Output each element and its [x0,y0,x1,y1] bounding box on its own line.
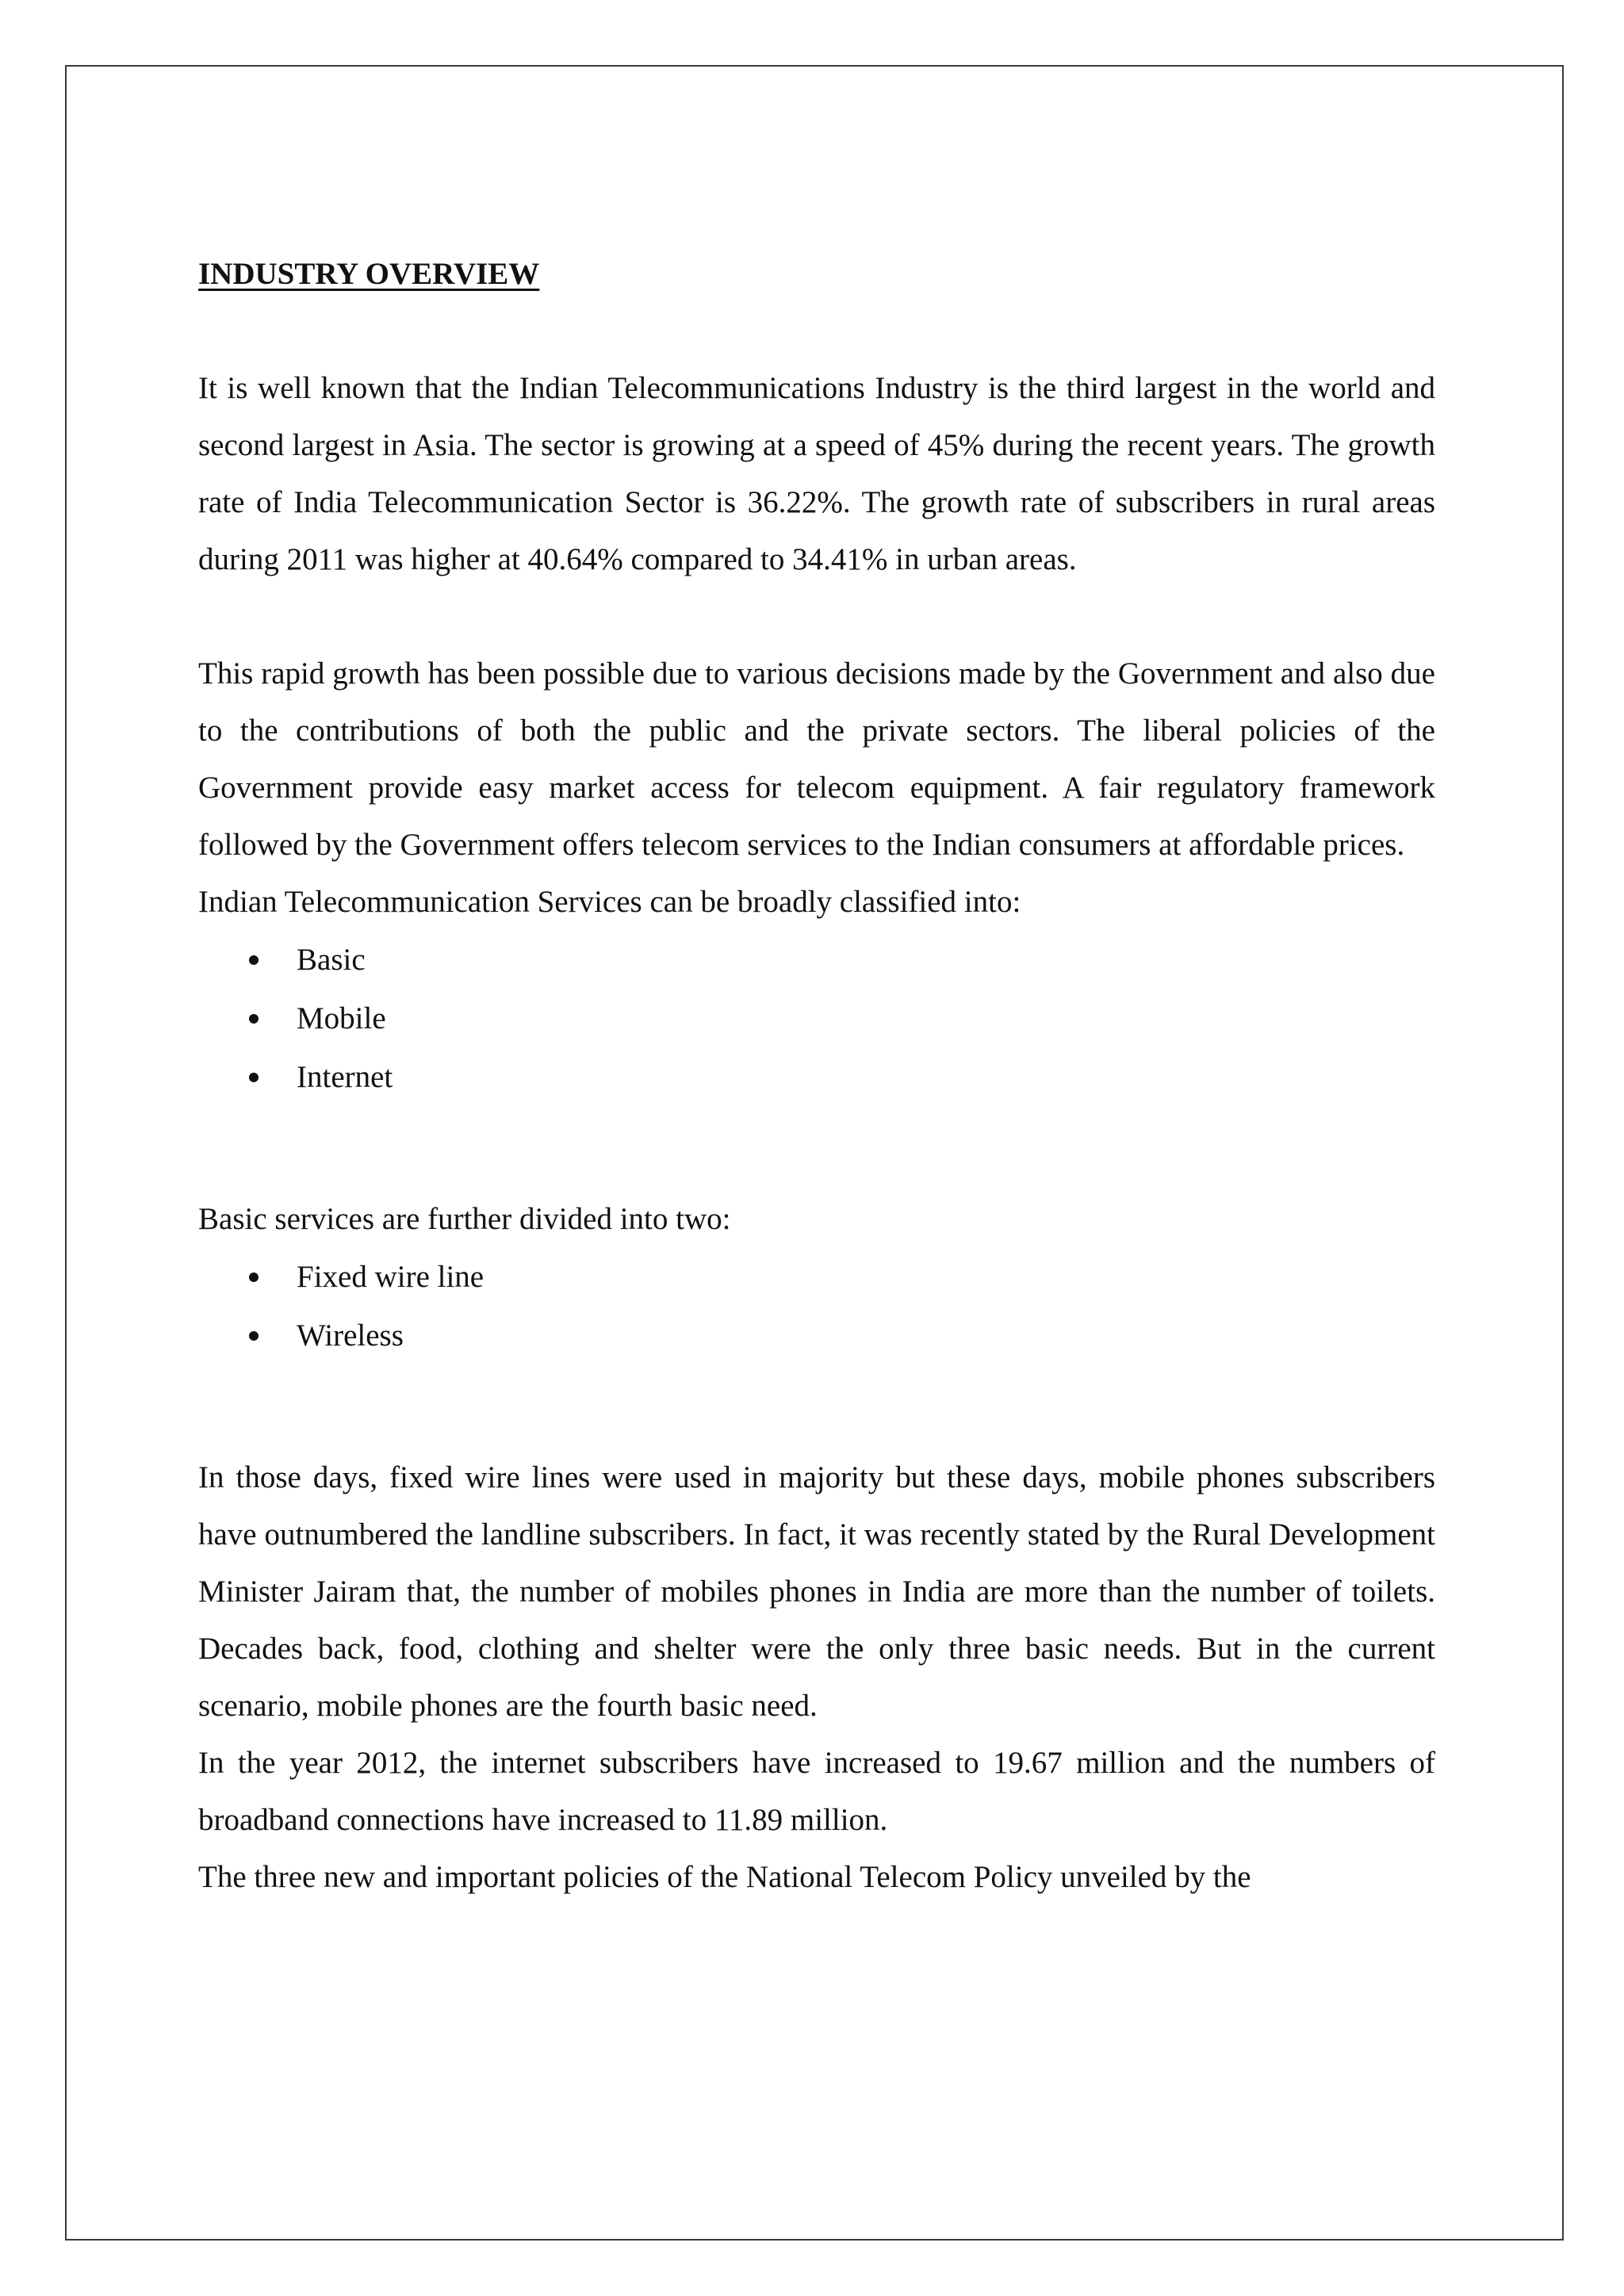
bullet-icon [249,1014,259,1024]
classification-intro: Indian Telecommunication Services can be broadly classified into: [198,885,1021,919]
paragraph-national-telecom-policy: The three new and important policies of the National Telecom Policy unveiled by the [198,1860,1251,1894]
list-item [198,931,1435,989]
paragraph-internet-subscribers: In the year 2012, the internet subscribers have increased to 19.67 million and the numbers of broadband connections have increased to 11.89 million. [198,1746,1435,1837]
document-body [198,246,1435,1906]
paragraph-telecom-growth: It is well known that the Indian Telecommunications Industry is the third largest in the world and second largest in Asia. The sector is growing at a speed of 45% during the recent years. The growth rate of India Telecommunication Sector is 36.22%. The growth rate of subscribers in rural areas during 2011 was higher at 40.64% compared to 34.41% in urban areas. [198,371,1435,576]
bullet-icon [249,1331,259,1341]
bullet-icon [249,955,259,965]
paragraph-spacer [198,588,1435,645]
basic-types-list [198,1248,1435,1365]
bullet-icon [249,1272,259,1282]
list-item [198,1307,1435,1365]
list-item [198,989,1435,1048]
basic-services-intro: Basic services are further divided into two: [198,1202,731,1236]
list-item-label: Internet [297,1060,393,1094]
paragraph-government-policies: This rapid growth has been possible due to various decisions made by the Government and also due to the contributions of both the public and the private sectors. The liberal policies of the Government provide easy market access for telecom equipment. A fair regulatory framework followed by the Government offers telecom services to the Indian consumers at affordable prices. [198,656,1435,862]
list-item-label: Mobile [297,1001,386,1035]
list-spacer [198,1107,1435,1191]
list-item [198,1248,1435,1307]
bullet-icon [249,1073,259,1082]
list-item-label: Fixed wire line [297,1260,485,1294]
list-item-label: Basic [297,943,366,977]
list-item-label: Wireless [297,1318,404,1353]
list-spacer [198,1365,1435,1449]
section-heading: INDUSTRY OVERVIEW [198,257,540,291]
paragraph-mobile-subscribers: In those days, fixed wire lines were used in majority but these days, mobile phones subscribers have outnumbered the landline subscribers. In fact, it was recently stated by the Rural Development Minister Jairam that, the number of mobiles phones in India are more than the number of toilets. Decades back, food, clothing and shelter were the only three basic needs. But in the current scenario, mobile phones are the fourth basic need. [198,1460,1435,1723]
service-types-list [198,931,1435,1107]
list-item [198,1048,1435,1107]
